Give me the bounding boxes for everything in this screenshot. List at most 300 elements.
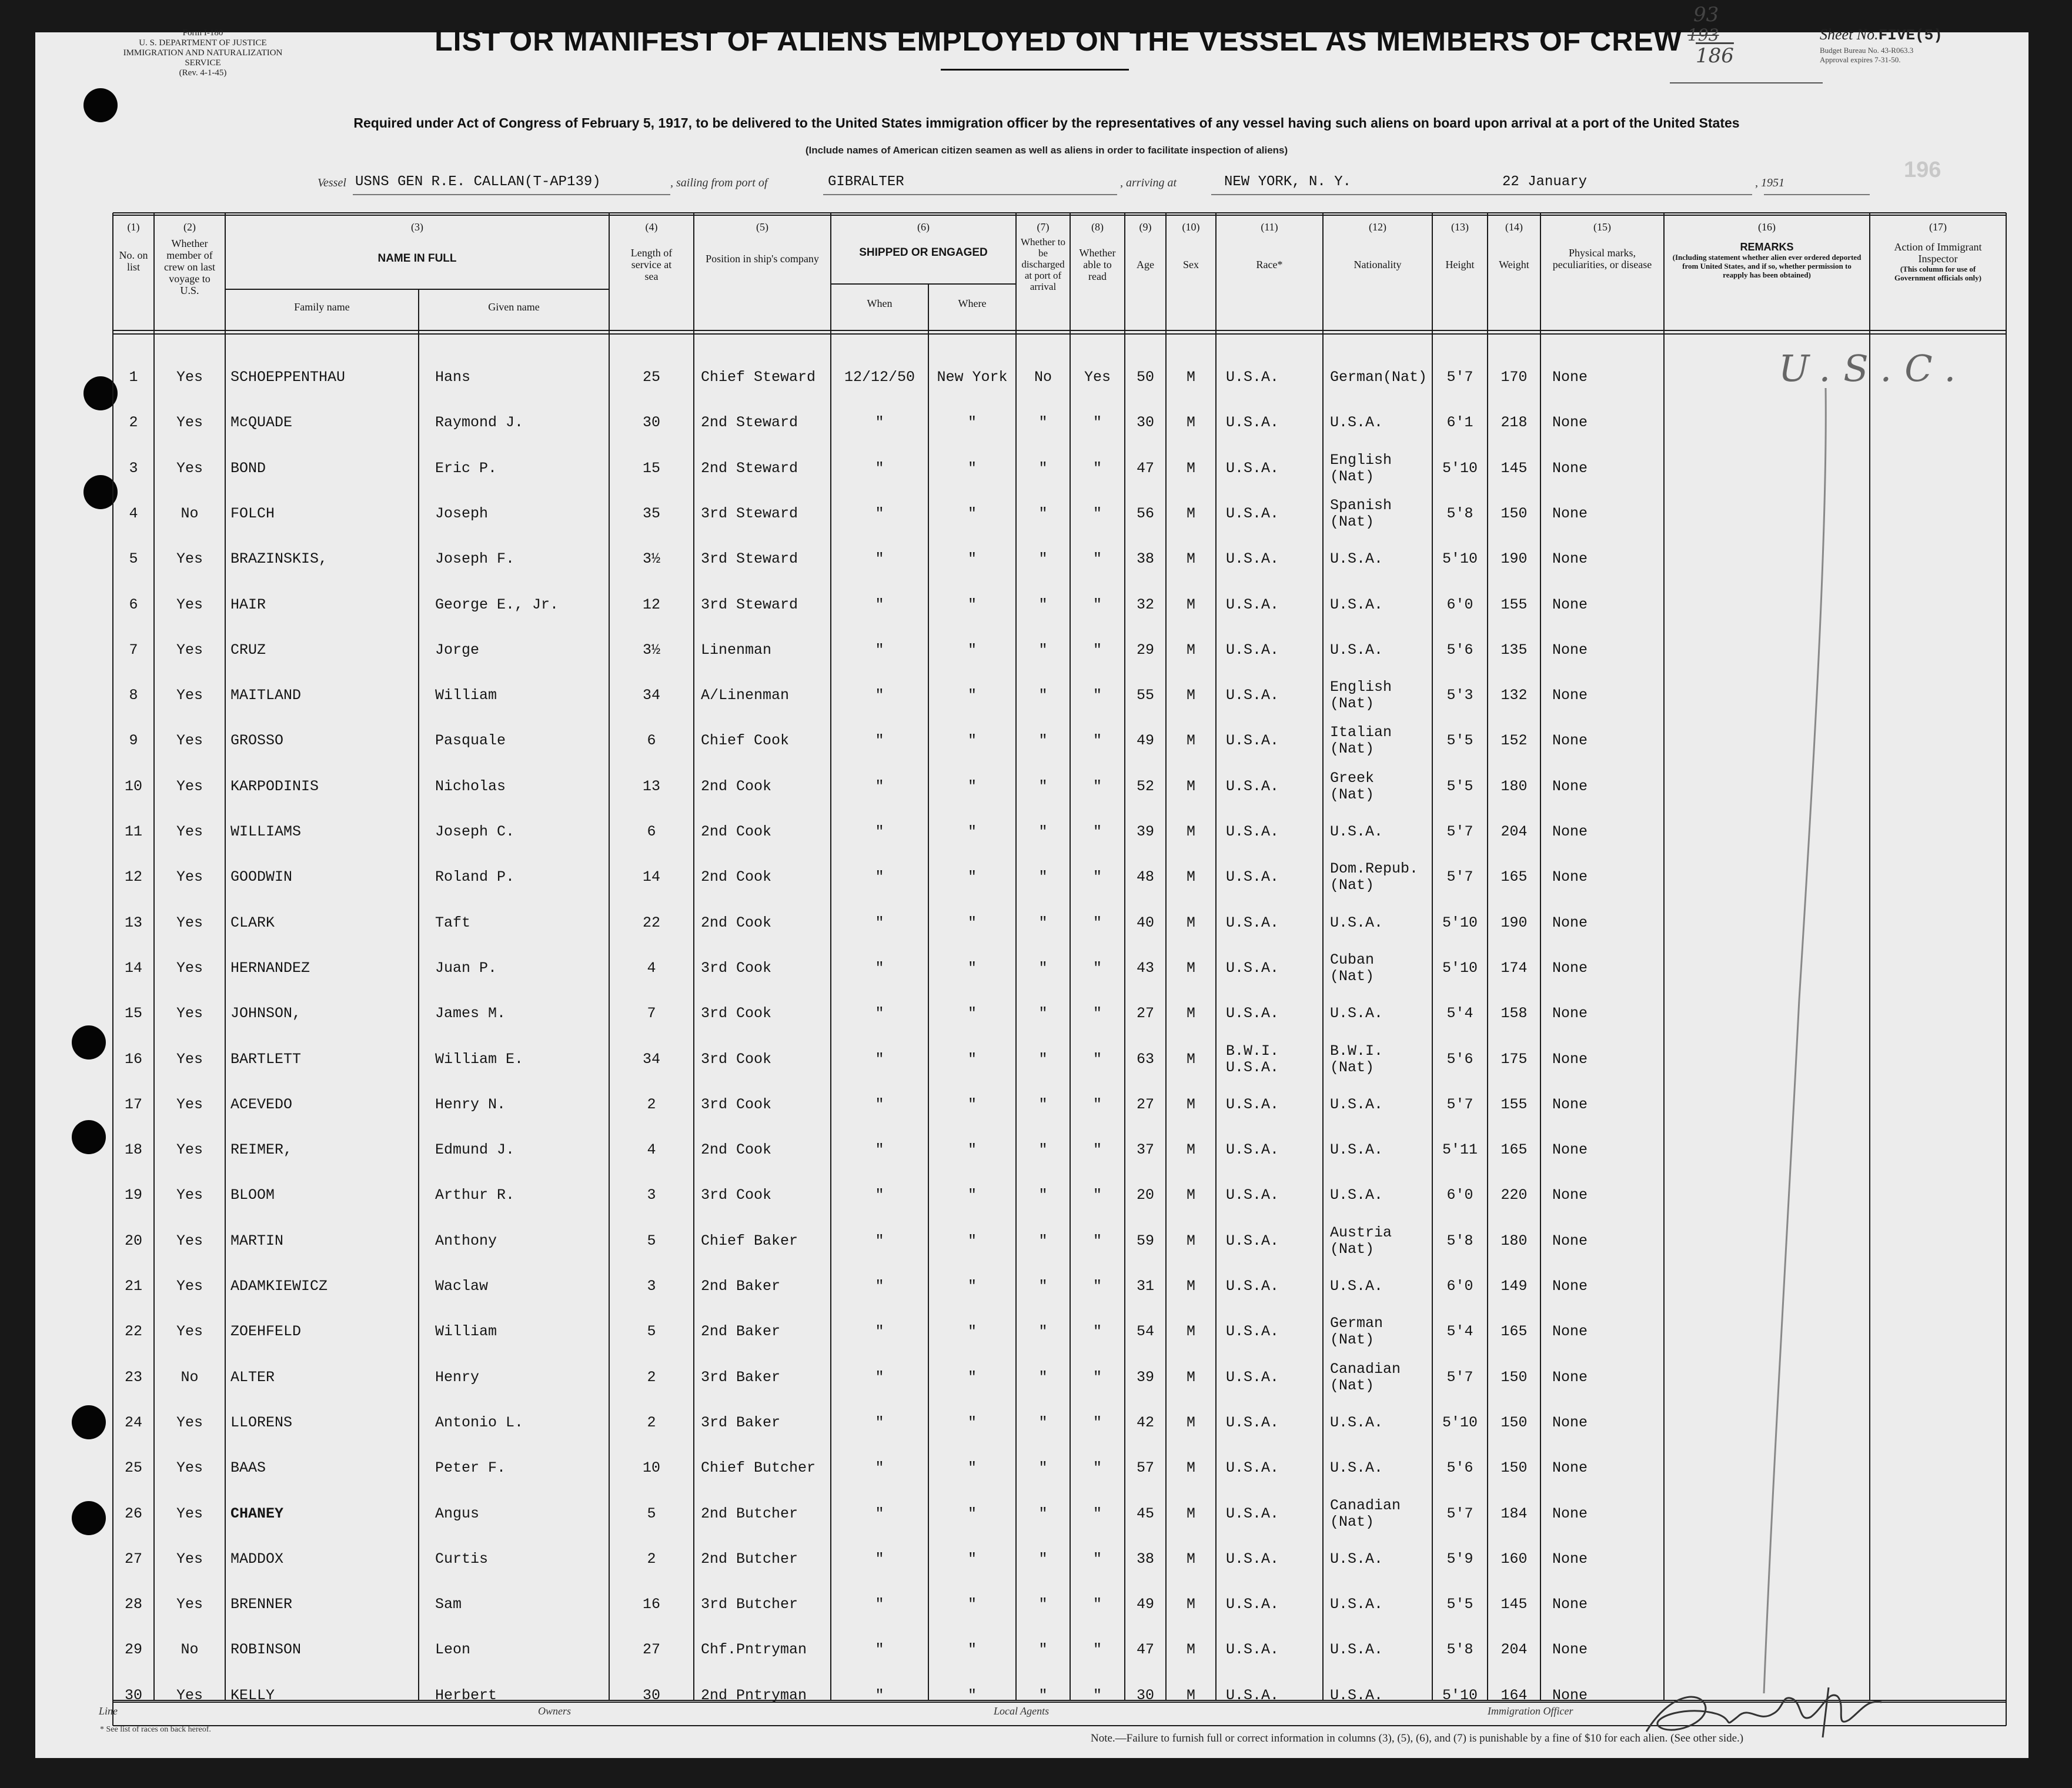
- physical-marks-cell: None: [1552, 687, 1588, 704]
- service-length-cell: 30: [642, 414, 660, 432]
- able-to-read-cell: ": [1092, 504, 1102, 522]
- last-voyage-cell: Yes: [176, 914, 203, 931]
- shipped-where-cell: ": [967, 1323, 977, 1341]
- physical-marks-cell: None: [1552, 1323, 1588, 1341]
- position-cell: 2nd Baker: [701, 1323, 781, 1341]
- column-number: (9): [1139, 221, 1152, 233]
- able-to-read-cell: ": [1092, 732, 1102, 750]
- given-name-cell: Antonio L.: [435, 1413, 524, 1431]
- able-to-read-cell: ": [1092, 1187, 1102, 1204]
- position-cell: 2nd Butcher: [701, 1505, 798, 1522]
- discharge-cell: ": [1038, 732, 1048, 750]
- row-number: 4: [129, 504, 138, 522]
- column-label: Length of service at sea: [630, 247, 673, 282]
- position-cell: 2nd Pntryman: [701, 1686, 807, 1704]
- row-number: 30: [124, 1686, 142, 1704]
- age-cell: 38: [1136, 550, 1154, 568]
- discharge-cell: ": [1038, 1323, 1048, 1341]
- column-number: (16): [1758, 221, 1776, 233]
- height-cell: 5'10: [1442, 1413, 1478, 1431]
- age-cell: 55: [1136, 687, 1154, 704]
- position-cell: Chief Steward: [701, 369, 816, 386]
- physical-marks-cell: None: [1552, 414, 1588, 432]
- weight-cell: 180: [1500, 1232, 1528, 1249]
- height-cell: 5'4: [1446, 1005, 1473, 1022]
- race-cell: U.S.A.: [1226, 1141, 1279, 1159]
- row-number: 17: [124, 1095, 142, 1113]
- physical-marks-cell: None: [1552, 1505, 1588, 1522]
- position-cell: 2nd Steward: [701, 459, 798, 477]
- race-cell: U.S.A.: [1226, 1232, 1279, 1249]
- race-cell: U.S.A.: [1226, 1686, 1279, 1704]
- shipped-where-cell: ": [967, 823, 977, 840]
- weight-cell: 174: [1500, 959, 1528, 977]
- position-cell: 2nd Steward: [701, 414, 798, 432]
- shipped-when-cell: ": [875, 1550, 884, 1568]
- row-number: 1: [129, 369, 138, 386]
- row-number: 25: [124, 1459, 142, 1477]
- family-name-cell: ZOEHFELD: [230, 1323, 302, 1341]
- last-voyage-cell: Yes: [176, 369, 203, 386]
- sex-cell: M: [1186, 1050, 1195, 1068]
- discharge-cell: ": [1038, 1278, 1048, 1295]
- sex-cell: M: [1186, 504, 1195, 522]
- last-voyage-cell: Yes: [176, 1187, 203, 1204]
- last-voyage-cell: Yes: [176, 596, 203, 613]
- shipped-when-cell: ": [875, 1686, 884, 1704]
- arrival-date: 22 January: [1502, 174, 1588, 190]
- able-to-read-cell: ": [1092, 1550, 1102, 1568]
- column-number: (6): [917, 221, 930, 233]
- shipped-where-cell: ": [967, 1050, 977, 1068]
- column-number: (11): [1261, 221, 1278, 233]
- sex-cell: M: [1186, 1686, 1195, 1704]
- last-voyage-cell: Yes: [176, 1005, 203, 1022]
- column-number: (12): [1369, 221, 1386, 233]
- weight-cell: 220: [1500, 1187, 1528, 1204]
- sex-cell: M: [1186, 732, 1195, 750]
- able-to-read-cell: ": [1092, 1278, 1102, 1295]
- shipped-when-cell: ": [875, 641, 884, 659]
- given-name-cell: Raymond J.: [435, 414, 524, 432]
- row-number: 13: [124, 914, 142, 931]
- nationality-cell: Greek (Nat): [1330, 769, 1375, 803]
- family-name-cell: FOLCH: [230, 504, 275, 522]
- service-length-cell: 5: [647, 1232, 656, 1249]
- last-voyage-cell: Yes: [176, 823, 203, 840]
- discharge-cell: ": [1038, 459, 1048, 477]
- column-label: NAME IN FULL: [377, 252, 457, 265]
- position-cell: 3rd Baker: [701, 1368, 781, 1386]
- physical-marks-cell: None: [1552, 596, 1588, 613]
- discharge-cell: ": [1038, 914, 1048, 931]
- family-name-cell: BAAS: [230, 1459, 266, 1477]
- age-cell: 42: [1136, 1413, 1154, 1431]
- height-cell: 5'11: [1442, 1141, 1478, 1159]
- sex-cell: M: [1186, 641, 1195, 659]
- able-to-read-cell: ": [1092, 1686, 1102, 1704]
- family-name-cell: ROBINSON: [230, 1641, 302, 1659]
- service-name: IMMIGRATION AND NATURALIZATION SERVICE: [123, 48, 283, 68]
- shipped-where-cell: ": [967, 1505, 977, 1522]
- race-cell: U.S.A.: [1226, 459, 1279, 477]
- nationality-cell: U.S.A.: [1330, 550, 1383, 568]
- discharge-cell: ": [1038, 868, 1048, 886]
- service-length-cell: 30: [642, 1686, 660, 1704]
- service-length-cell: 34: [642, 1050, 660, 1068]
- nationality-cell: Canadian (Nat): [1330, 1360, 1401, 1394]
- shipped-when-cell: ": [875, 1278, 884, 1295]
- age-cell: 47: [1136, 1641, 1154, 1659]
- budget-number: Budget Bureau No. 43-R063.3: [1820, 46, 1914, 55]
- nationality-cell: U.S.A.: [1330, 1005, 1383, 1022]
- age-cell: 37: [1136, 1141, 1154, 1159]
- age-cell: 59: [1136, 1232, 1154, 1249]
- position-cell: 2nd Baker: [701, 1278, 781, 1295]
- row-number: 11: [124, 823, 142, 840]
- sex-cell: M: [1186, 1005, 1195, 1022]
- age-cell: 50: [1136, 369, 1154, 386]
- discharge-cell: ": [1038, 823, 1048, 840]
- family-name-cell: McQUADE: [230, 414, 293, 432]
- row-number: 16: [124, 1050, 142, 1068]
- shipped-where-cell: ": [967, 687, 977, 704]
- race-cell: U.S.A.: [1226, 1187, 1279, 1204]
- physical-marks-cell: None: [1552, 1095, 1588, 1113]
- race-cell: U.S.A.: [1226, 823, 1279, 840]
- nationality-cell: U.S.A.: [1330, 414, 1383, 432]
- height-cell: 5'8: [1446, 504, 1473, 522]
- family-name-header: Family name: [294, 301, 350, 313]
- discharge-cell: ": [1038, 641, 1048, 659]
- shipped-when-cell: ": [875, 1232, 884, 1249]
- row-number: 10: [124, 777, 142, 795]
- column-label: Weight: [1499, 259, 1529, 270]
- service-length-cell: 15: [642, 459, 660, 477]
- physical-marks-cell: None: [1552, 1596, 1588, 1613]
- position-cell: 3rd Steward: [701, 504, 798, 522]
- position-cell: 2nd Cook: [701, 868, 772, 886]
- column-number: (14): [1505, 221, 1523, 233]
- weight-cell: 190: [1500, 550, 1528, 568]
- shipped-where-cell: ": [967, 596, 977, 613]
- family-name-cell: BLOOM: [230, 1187, 275, 1204]
- nationality-cell: U.S.A.: [1330, 1187, 1383, 1204]
- family-name-cell: SCHOEPPENTHAU: [230, 369, 346, 386]
- row-number: 5: [129, 550, 138, 568]
- able-to-read-cell: ": [1092, 1232, 1102, 1249]
- physical-marks-cell: None: [1552, 504, 1588, 522]
- able-to-read-cell: ": [1092, 1050, 1102, 1068]
- race-cell: U.S.A.: [1226, 1323, 1279, 1341]
- shipped-where-cell: ": [967, 414, 977, 432]
- last-voyage-cell: Yes: [176, 641, 203, 659]
- nationality-cell: U.S.A.: [1330, 1278, 1383, 1295]
- row-number: 9: [129, 732, 138, 750]
- family-name-cell: GROSSO: [230, 732, 284, 750]
- race-cell: U.S.A.: [1226, 1596, 1279, 1613]
- discharge-cell: ": [1038, 1232, 1048, 1249]
- discharge-cell: ": [1038, 777, 1048, 795]
- nationality-cell: Italian (Nat): [1330, 724, 1392, 758]
- weight-cell: 155: [1500, 596, 1528, 613]
- age-cell: 38: [1136, 1550, 1154, 1568]
- nationality-cell: B.W.I. (Nat): [1330, 1042, 1383, 1076]
- nationality-cell: English (Nat): [1330, 679, 1392, 713]
- last-voyage-cell: Yes: [176, 550, 203, 568]
- nationality-cell: U.S.A.: [1330, 1550, 1383, 1568]
- able-to-read-cell: ": [1092, 414, 1102, 432]
- vessel-name: USNS GEN R.E. CALLAN(T-AP139): [355, 174, 601, 190]
- sheet-number-value: FIVE(5): [1878, 26, 1943, 44]
- column-number: (13): [1451, 221, 1469, 233]
- race-cell: U.S.A.: [1226, 369, 1279, 386]
- arrival-port: NEW YORK, N. Y.: [1224, 174, 1352, 190]
- shipped-where-cell: ": [967, 1641, 977, 1659]
- able-to-read-cell: ": [1092, 1141, 1102, 1159]
- given-name-cell: William: [435, 687, 497, 704]
- physical-marks-cell: None: [1552, 1368, 1588, 1386]
- last-voyage-cell: No: [181, 1641, 199, 1659]
- shipped-when-cell: ": [875, 823, 884, 840]
- last-voyage-cell: No: [181, 504, 199, 522]
- sex-cell: M: [1186, 1550, 1195, 1568]
- physical-marks-cell: None: [1552, 823, 1588, 840]
- age-cell: 52: [1136, 777, 1154, 795]
- weight-cell: 218: [1500, 414, 1528, 432]
- race-cell: U.S.A.: [1226, 868, 1279, 886]
- given-name-cell: Herbert: [435, 1686, 497, 1704]
- age-cell: 27: [1136, 1095, 1154, 1113]
- able-to-read-cell: ": [1092, 459, 1102, 477]
- height-cell: 5'7: [1446, 1505, 1473, 1522]
- able-to-read-cell: ": [1092, 1095, 1102, 1113]
- row-number: 2: [129, 414, 138, 432]
- handwritten-number: 193: [1687, 25, 1719, 45]
- row-number: 29: [124, 1641, 142, 1659]
- nationality-cell: U.S.A.: [1330, 1596, 1383, 1613]
- able-to-read-cell: ": [1092, 1505, 1102, 1522]
- nationality-cell: Spanish (Nat): [1330, 496, 1392, 530]
- height-cell: 5'7: [1446, 369, 1473, 386]
- sex-cell: M: [1186, 777, 1195, 795]
- last-voyage-cell: Yes: [176, 1050, 203, 1068]
- age-cell: 32: [1136, 596, 1154, 613]
- sex-cell: M: [1186, 959, 1195, 977]
- row-number: 27: [124, 1550, 142, 1568]
- able-to-read-cell: ": [1092, 1323, 1102, 1341]
- row-number: 3: [129, 459, 138, 477]
- physical-marks-cell: None: [1552, 550, 1588, 568]
- discharge-cell: ": [1038, 1550, 1048, 1568]
- row-number: 8: [129, 687, 138, 704]
- age-cell: 63: [1136, 1050, 1154, 1068]
- weight-cell: 175: [1500, 1050, 1528, 1068]
- age-cell: 39: [1136, 1368, 1154, 1386]
- column-label: Position in ship's company: [706, 253, 819, 265]
- height-cell: 6'1: [1446, 414, 1473, 432]
- shipped-where-cell: ": [967, 504, 977, 522]
- sex-cell: M: [1186, 1141, 1195, 1159]
- shipped-when-cell: ": [875, 914, 884, 931]
- height-cell: 6'0: [1446, 596, 1473, 613]
- nationality-cell: U.S.A.: [1330, 596, 1383, 613]
- shipped-when-cell: ": [875, 1459, 884, 1477]
- weight-cell: 164: [1500, 1686, 1528, 1704]
- penalty-note: Note.—Failure to furnish full or correct information in columns (3), (5), (6), and (7) is punishable by a fine of $10 for each alien. (See other side.): [1091, 1732, 1744, 1744]
- nationality-cell: U.S.A.: [1330, 1686, 1383, 1704]
- physical-marks-cell: None: [1552, 868, 1588, 886]
- last-voyage-cell: Yes: [176, 1413, 203, 1431]
- sex-cell: M: [1186, 1459, 1195, 1477]
- family-name-cell: BRAZINSKIS,: [230, 550, 328, 568]
- race-cell: U.S.A.: [1226, 1368, 1279, 1386]
- weight-cell: 184: [1500, 1505, 1528, 1522]
- last-voyage-cell: Yes: [176, 1596, 203, 1613]
- nationality-cell: U.S.A.: [1330, 641, 1383, 659]
- service-length-cell: 3½: [642, 550, 660, 568]
- arrival-year: , 1951: [1755, 176, 1784, 189]
- shipped-where-cell: ": [967, 914, 977, 931]
- sex-cell: M: [1186, 1641, 1195, 1659]
- footer-officer-label: Immigration Officer: [1488, 1705, 1573, 1717]
- shipped-when-cell: ": [875, 1050, 884, 1068]
- sex-cell: M: [1186, 914, 1195, 931]
- row-number: 15: [124, 1005, 142, 1022]
- position-cell: 2nd Butcher: [701, 1550, 798, 1568]
- age-cell: 54: [1136, 1323, 1154, 1341]
- weight-cell: 165: [1500, 868, 1528, 886]
- height-cell: 5'8: [1446, 1641, 1473, 1659]
- row-number: 20: [124, 1232, 142, 1249]
- given-name-cell: William E.: [435, 1050, 524, 1068]
- column-label: Whether member of crew on last voyage to U.S.: [164, 238, 215, 296]
- physical-marks-cell: None: [1552, 1641, 1588, 1659]
- position-cell: 3rd Steward: [701, 550, 798, 568]
- row-number: 14: [124, 959, 142, 977]
- service-length-cell: 3½: [642, 641, 660, 659]
- service-length-cell: 5: [647, 1323, 656, 1341]
- shipped-where-cell: ": [967, 1095, 977, 1113]
- race-cell: U.S.A.: [1226, 777, 1279, 795]
- height-cell: 5'7: [1446, 823, 1473, 840]
- discharge-cell: ": [1038, 1459, 1048, 1477]
- weight-cell: 165: [1500, 1323, 1528, 1341]
- shipped-where-cell: ": [967, 1550, 977, 1568]
- shipped-when-cell: ": [875, 959, 884, 977]
- height-cell: 5'4: [1446, 1323, 1473, 1341]
- position-cell: 3rd Cook: [701, 1005, 772, 1022]
- nationality-cell: English (Nat): [1330, 451, 1392, 485]
- age-cell: 49: [1136, 732, 1154, 750]
- family-name-cell: GOODWIN: [230, 868, 293, 886]
- column-number: (3): [411, 221, 423, 233]
- vessel-label: Vessel: [318, 176, 346, 189]
- able-to-read-cell: ": [1092, 1005, 1102, 1022]
- family-name-cell: BOND: [230, 459, 266, 477]
- row-number: 24: [124, 1413, 142, 1431]
- page-title: LIST OR MANIFEST OF ALIENS EMPLOYED ON THE VESSEL AS MEMBERS OF CREW: [435, 24, 1682, 57]
- service-length-cell: 13: [642, 777, 660, 795]
- shipped-when-cell: ": [875, 596, 884, 613]
- race-cell: U.S.A.: [1226, 959, 1279, 977]
- position-cell: Chief Baker: [701, 1232, 798, 1249]
- physical-marks-cell: None: [1552, 1141, 1588, 1159]
- column-label: Whether able to read: [1079, 247, 1116, 282]
- family-name-cell: JOHNSON,: [230, 1005, 302, 1022]
- row-number: 19: [124, 1187, 142, 1204]
- height-cell: 5'10: [1442, 550, 1478, 568]
- service-length-cell: 6: [647, 823, 656, 840]
- nationality-cell: German(Nat): [1330, 369, 1428, 386]
- approval-expiry: Approval expires 7-31-50.: [1820, 55, 1901, 64]
- column-number: (17): [1929, 221, 1947, 233]
- shipped-when-cell: ": [875, 1368, 884, 1386]
- discharge-cell: ": [1038, 959, 1048, 977]
- column-label: Nationality: [1354, 259, 1402, 270]
- race-cell: U.S.A.: [1226, 596, 1279, 613]
- physical-marks-cell: None: [1552, 1550, 1588, 1568]
- nationality-cell: U.S.A.: [1330, 823, 1383, 840]
- sex-cell: M: [1186, 1323, 1195, 1341]
- weight-cell: 150: [1500, 1368, 1528, 1386]
- family-name-cell: MAITLAND: [230, 687, 302, 704]
- sailing-label: , sailing from port of: [670, 176, 768, 189]
- weight-cell: 150: [1500, 504, 1528, 522]
- handwritten-number: 93: [1693, 3, 1719, 26]
- discharge-cell: ": [1038, 1050, 1048, 1068]
- sex-cell: M: [1186, 1187, 1195, 1204]
- family-name-cell: BARTLETT: [230, 1050, 302, 1068]
- position-cell: 3rd Cook: [701, 1187, 772, 1204]
- position-cell: Chief Cook: [701, 732, 790, 750]
- discharge-cell: ": [1038, 550, 1048, 568]
- row-number: 28: [124, 1596, 142, 1613]
- weight-cell: 132: [1500, 687, 1528, 704]
- given-name-cell: Jorge: [435, 641, 480, 659]
- given-name-cell: Pasquale: [435, 732, 506, 750]
- discharge-cell: ": [1038, 414, 1048, 432]
- able-to-read-cell: ": [1092, 823, 1102, 840]
- age-cell: 56: [1136, 504, 1154, 522]
- page-stamp: 196: [1904, 158, 1941, 182]
- weight-cell: 135: [1500, 641, 1528, 659]
- row-number: 26: [124, 1505, 142, 1522]
- given-name-cell: Hans: [435, 369, 471, 386]
- family-name-cell: CHANEY: [230, 1505, 284, 1522]
- last-voyage-cell: Yes: [176, 1686, 203, 1704]
- form-revision: (Rev. 4-1-45): [179, 68, 227, 78]
- physical-marks-cell: None: [1552, 1187, 1588, 1204]
- last-voyage-cell: Yes: [176, 687, 203, 704]
- physical-marks-cell: None: [1552, 1459, 1588, 1477]
- column-number: (7): [1037, 221, 1050, 233]
- weight-cell: 145: [1500, 1596, 1528, 1613]
- last-voyage-cell: Yes: [176, 732, 203, 750]
- discharge-cell: ": [1038, 1413, 1048, 1431]
- column-label: Age: [1137, 259, 1154, 270]
- family-name-cell: CLARK: [230, 914, 275, 931]
- height-cell: 5'5: [1446, 732, 1473, 750]
- shipped-where-cell: ": [967, 959, 977, 977]
- height-cell: 5'7: [1446, 1368, 1473, 1386]
- shipped-where-cell: ": [967, 1232, 977, 1249]
- family-name-cell: LLORENS: [230, 1413, 293, 1431]
- sex-cell: M: [1186, 414, 1195, 432]
- discharge-cell: ": [1038, 1641, 1048, 1659]
- shipped-when-cell: ": [875, 504, 884, 522]
- physical-marks-cell: None: [1552, 641, 1588, 659]
